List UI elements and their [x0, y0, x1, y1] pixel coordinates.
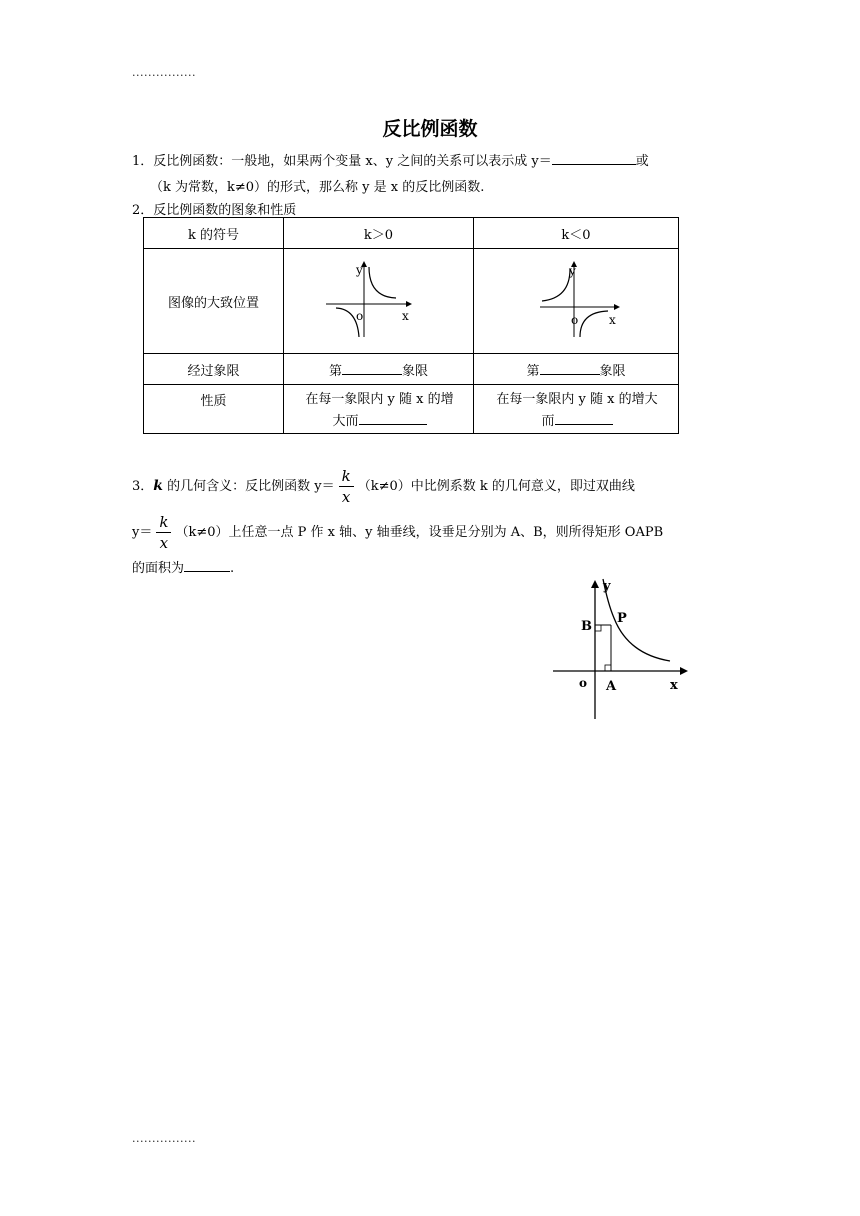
item3-line1-b: （k≠0）中比例系数 k 的几何意义，即过双曲线	[357, 479, 635, 494]
property-pos-line2	[300, 411, 459, 433]
header-k-sign: k 的符号	[144, 218, 284, 249]
rectangle-oapb-figure	[548, 574, 698, 724]
quadrant-k-positive	[284, 354, 474, 385]
graph-k-negative	[474, 249, 679, 349]
table-header-row	[144, 218, 679, 249]
item3-line2	[132, 512, 663, 553]
fig-b-label: B	[581, 619, 592, 634]
graph-pos-o-label: o	[356, 309, 364, 323]
fig-a-label: A	[606, 679, 617, 694]
property-neg-blank	[555, 412, 613, 425]
item3-line3-b: .	[230, 561, 235, 576]
graph-neg-y-label: y	[569, 264, 576, 278]
footer-dots: ................	[132, 1132, 196, 1145]
quadrant-neg-blank	[540, 362, 600, 375]
graph-pos-y-label: y	[356, 263, 363, 277]
quadrant-k-negative	[474, 354, 679, 385]
property-k-negative	[474, 385, 679, 434]
fraction2-numerator: k	[156, 512, 171, 533]
quadrant-neg-suffix: 象限	[599, 363, 626, 379]
fraction-numerator: k	[339, 466, 354, 487]
item2-heading: 2．反比例函数的图象和性质	[132, 203, 297, 218]
properties-table	[143, 217, 679, 434]
item3-k-symbol: k	[153, 478, 163, 494]
graph-neg-x-label: x	[609, 313, 616, 327]
fig-o-label: o	[579, 676, 588, 690]
item3-line1	[132, 466, 635, 507]
property-neg-line2	[490, 411, 664, 433]
header-dots: ................	[132, 66, 196, 79]
quadrant-pos-suffix: 象限	[402, 363, 429, 379]
table-row-property	[144, 385, 679, 434]
item3-line2-b: （k≠0）上任意一点 P 作 x 轴、y 轴垂线，设垂足分别为 A、B，则所得矩形 OAPB	[175, 525, 664, 540]
fig-x-label: x	[670, 678, 678, 693]
property-k-positive	[284, 385, 474, 434]
item3-number: 3．	[132, 479, 154, 494]
property-neg-line1: 在每一象限内 y 随 x 的增大	[496, 392, 658, 407]
table-row-quadrant	[144, 354, 679, 385]
fig-p-label: P	[617, 611, 627, 626]
graph-k-positive	[284, 249, 474, 349]
item3-line3-a: 的面积为	[132, 561, 185, 576]
graph-neg-o-label: o	[571, 313, 579, 327]
row-label-property: 性质	[144, 385, 284, 434]
quadrant-neg-prefix: 第	[526, 363, 540, 379]
quadrant-pos-blank	[342, 362, 402, 375]
page-title: 反比例函数	[382, 118, 478, 140]
property-neg-line2-text: 而	[541, 414, 555, 429]
fraction-k-over-x-2	[156, 512, 171, 553]
area-blank	[184, 559, 230, 572]
header-k-negative: k＜0	[474, 218, 679, 249]
item1-suffix: 或	[635, 154, 649, 169]
table-row-graph	[144, 249, 679, 354]
row-label-graph: 图像的大致位置	[144, 249, 284, 354]
item1-line2: （k 为常数，k≠0）的形式，那么称 y 是 x 的反比例函数.	[150, 180, 485, 195]
item3-line1-a: 的几何含义：反比例函数 y＝	[162, 479, 335, 494]
item1-line1	[132, 150, 649, 169]
item1-text: 1．反比例函数：一般地，如果两个变量 x、y 之间的关系可以表示成 y＝	[132, 154, 552, 169]
fig-y-label: y	[603, 579, 611, 594]
graph-k-positive-cell	[284, 249, 474, 354]
header-k-positive: k＞0	[284, 218, 474, 249]
fraction-denominator: x	[341, 488, 351, 506]
quadrant-pos-prefix: 第	[328, 363, 342, 379]
property-pos-line2-text: 大而	[332, 414, 359, 429]
row-label-quadrant: 经过象限	[144, 354, 284, 385]
fraction2-denominator: x	[159, 534, 169, 552]
property-pos-line1: 在每一象限内 y 随 x 的增	[305, 392, 454, 407]
item3-line3	[132, 557, 234, 576]
fraction-k-over-x	[339, 466, 354, 507]
graph-k-negative-cell	[474, 249, 679, 354]
item3-line2-a: y＝	[132, 525, 153, 540]
property-pos-blank	[359, 412, 427, 425]
graph-pos-x-label: x	[402, 309, 409, 323]
item1-blank	[552, 152, 636, 165]
